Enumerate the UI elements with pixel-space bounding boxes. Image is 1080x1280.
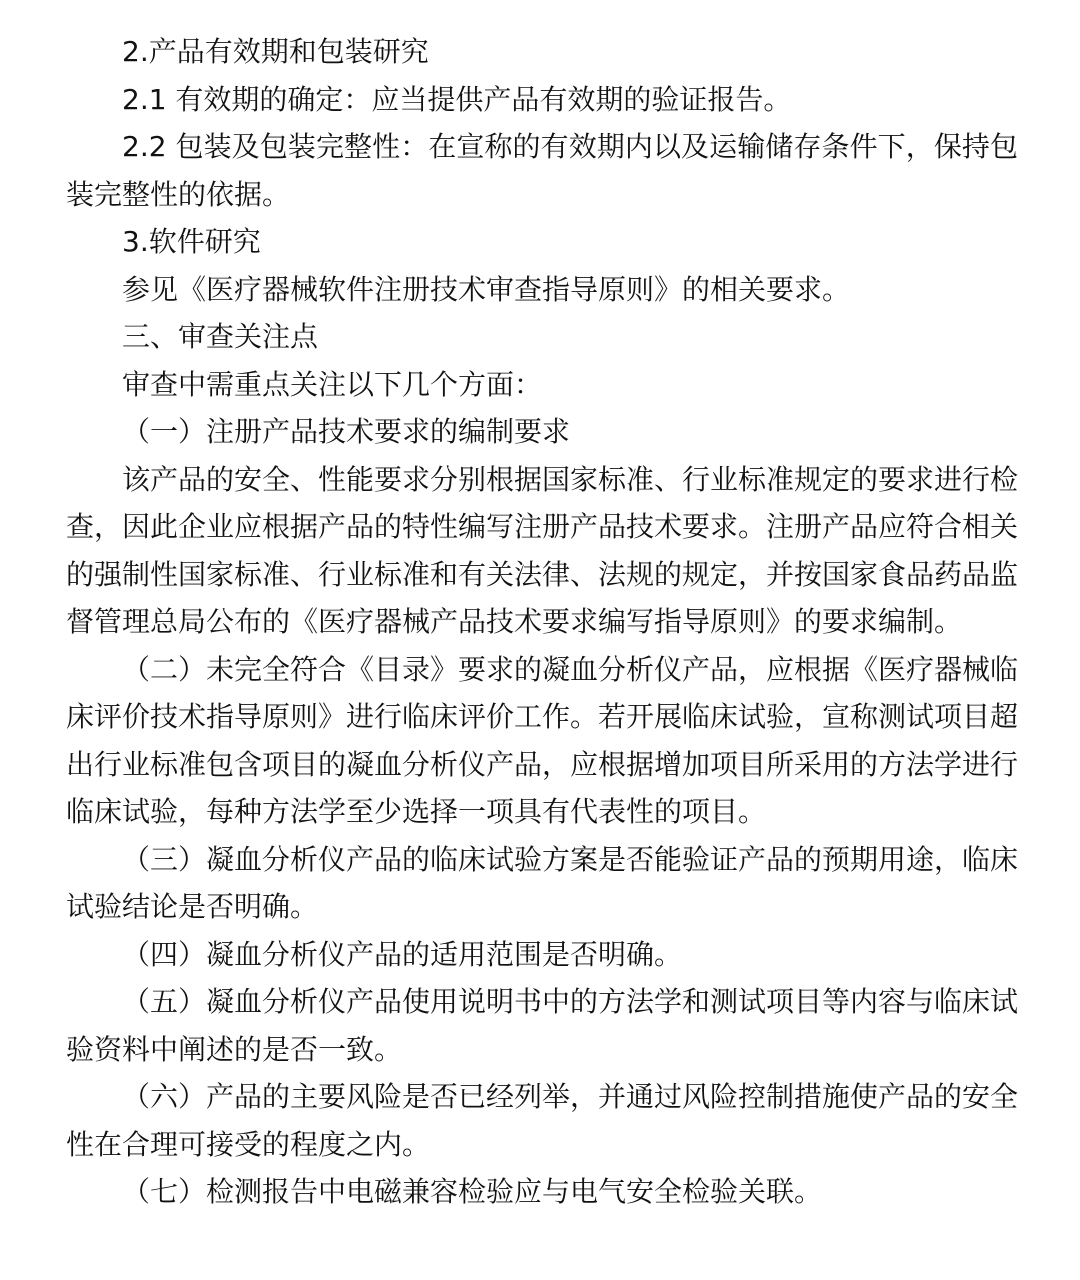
item-1-body: 该产品的安全、性能要求分别根据国家标准、行业标准规定的要求进行检查，因此企业应根据产品的特性编写注册产品技术要求。注册产品应符合相关的强制性国家标准、行业标准和有关法律、法规的规定，并按国家食品药品监督管理总局公布的《医疗器械产品技术要求编写指导原则》的要求编制。 — [66, 462, 1019, 638]
item-6: （六）产品的主要风险是否已经列举，并通过风险控制措施使产品的安全性在合理可接受的程度之内。 — [66, 1080, 1019, 1161]
item-3: （三）凝血分析仪产品的临床试验方案是否能验证产品的预期用途，临床试验结论是否明确。 — [66, 842, 1019, 923]
paragraph-software-guideline: 参见《医疗器械软件注册技术审查指导原则》的相关要求。 — [122, 272, 851, 306]
heading-review-focus: 三、审查关注点 — [122, 320, 319, 353]
paragraph-validity-determination: 2.1 有效期的确定：应当提供产品有效期的验证报告。 — [122, 82, 792, 116]
paragraph-review-intro: 审查中需重点关注以下几个方面： — [122, 367, 543, 401]
item-5: （五）凝血分析仪产品使用说明书中的方法学和测试项目等内容与临床试验资料中阐述的是否一致。 — [66, 985, 1019, 1066]
paragraph-packaging-integrity: 2.2 包装及包装完整性：在宣称的有效期内以及运输储存条件下，保持包装完整性的依据。 — [66, 130, 1018, 211]
heading-validity-packaging-research: 2.产品有效期和包装研究 — [122, 35, 429, 68]
heading-software-research: 3.软件研究 — [122, 225, 261, 258]
item-2: （二）未完全符合《目录》要求的凝血分析仪产品，应根据《医疗器械临床评价技术指导原则》进行临床评价工作。若开展临床试验，宣称测试项目超出行业标准包含项目的凝血分析仪产品，应根据增加项目所采用的方法学进行临床试验，每种方法学至少选择一项具有代表性的项目。 — [66, 652, 1019, 828]
document-body — [66, 28, 1018, 1216]
item-4: （四）凝血分析仪产品的适用范围是否明确。 — [122, 937, 683, 971]
item-7: （七）检测报告中电磁兼容检验应与电气安全检验关联。 — [122, 1175, 823, 1208]
item-1-heading: （一）注册产品技术要求的编制要求 — [122, 415, 571, 448]
